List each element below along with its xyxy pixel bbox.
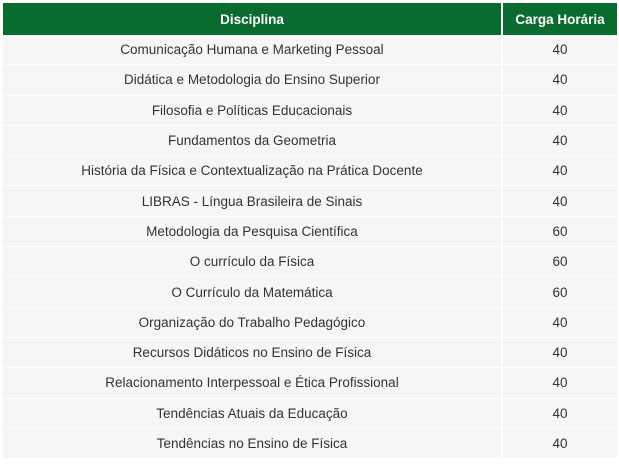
table-row xyxy=(3,35,617,65)
disciplina-cell: Filosofia e Políticas Educacionais xyxy=(3,96,501,126)
carga-horaria-cell: 40 xyxy=(501,186,617,216)
table-body xyxy=(3,35,617,459)
disciplina-cell: Fundamentos da Geometria xyxy=(3,126,501,156)
carga-horaria-cell: 60 xyxy=(501,277,617,307)
header-disciplina: Disciplina xyxy=(3,3,501,35)
disciplina-cell: Organização do Trabalho Pedagógico xyxy=(3,308,501,338)
curriculum-table xyxy=(3,3,617,459)
header-row xyxy=(3,3,617,35)
table-row xyxy=(3,308,617,338)
disciplina-cell: LIBRAS - Língua Brasileira de Sinais xyxy=(3,186,501,216)
disciplina-cell: Relacionamento Interpessoal e Ética Profissional xyxy=(3,368,501,398)
carga-horaria-cell: 60 xyxy=(501,217,617,247)
table-row xyxy=(3,399,617,429)
table-row xyxy=(3,217,617,247)
disciplina-cell: História da Física e Contextualização na Prática Docente xyxy=(3,156,501,186)
table-row xyxy=(3,96,617,126)
carga-horaria-cell: 40 xyxy=(501,429,617,459)
carga-horaria-cell: 40 xyxy=(501,96,617,126)
table-row xyxy=(3,368,617,398)
carga-horaria-cell: 40 xyxy=(501,156,617,186)
carga-horaria-cell: 40 xyxy=(501,308,617,338)
carga-horaria-cell: 40 xyxy=(501,399,617,429)
table-row xyxy=(3,65,617,95)
disciplina-cell: O Currículo da Matemática xyxy=(3,277,501,307)
disciplina-cell: Metodologia da Pesquisa Científica xyxy=(3,217,501,247)
carga-horaria-cell: 40 xyxy=(501,126,617,156)
disciplina-cell: Tendências Atuais da Educação xyxy=(3,399,501,429)
disciplina-cell: Comunicação Humana e Marketing Pessoal xyxy=(3,35,501,65)
carga-horaria-cell: 40 xyxy=(501,368,617,398)
disciplina-cell: Recursos Didáticos no Ensino de Física xyxy=(3,338,501,368)
carga-horaria-cell: 40 xyxy=(501,35,617,65)
header-carga-horaria: Carga Horária xyxy=(501,3,617,35)
table-row xyxy=(3,156,617,186)
carga-horaria-cell: 40 xyxy=(501,65,617,95)
carga-horaria-cell: 40 xyxy=(501,338,617,368)
carga-horaria-cell: 60 xyxy=(501,247,617,277)
table-row xyxy=(3,277,617,307)
table-row xyxy=(3,338,617,368)
table-row xyxy=(3,429,617,459)
disciplina-cell: O currículo da Física xyxy=(3,247,501,277)
table-row xyxy=(3,247,617,277)
disciplina-cell: Didática e Metodologia do Ensino Superior xyxy=(3,65,501,95)
table-row xyxy=(3,126,617,156)
disciplina-cell: Tendências no Ensino de Física xyxy=(3,429,501,459)
table-header xyxy=(3,3,617,35)
table-row xyxy=(3,186,617,216)
